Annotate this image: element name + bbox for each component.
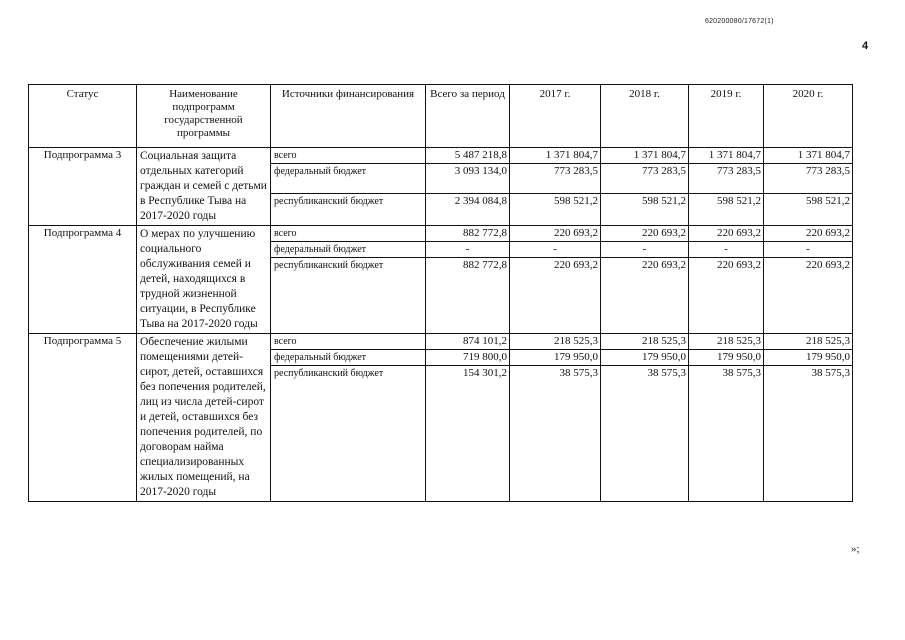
document-id: 620200080/17672(1) xyxy=(705,18,774,25)
value-cell: 874 101,2 xyxy=(426,334,510,350)
value-cell: - xyxy=(601,242,689,258)
value-cell: - xyxy=(689,242,764,258)
funding-source: всего xyxy=(271,148,426,164)
value-cell: 773 283,5 xyxy=(689,164,764,194)
funding-source: всего xyxy=(271,226,426,242)
value-cell: 218 525,3 xyxy=(764,334,853,350)
column-header: 2017 г. xyxy=(510,85,601,148)
column-header: Всего за период xyxy=(426,85,510,148)
value-cell: - xyxy=(764,242,853,258)
value-cell: 598 521,2 xyxy=(764,194,853,226)
funding-source: федеральный бюджет xyxy=(271,164,426,194)
value-cell: 598 521,2 xyxy=(510,194,601,226)
table-header-row xyxy=(29,85,853,148)
funding-source: всего xyxy=(271,334,426,350)
value-cell: 179 950,0 xyxy=(764,350,853,366)
value-cell: 773 283,5 xyxy=(764,164,853,194)
value-cell: 179 950,0 xyxy=(689,350,764,366)
value-cell: 220 693,2 xyxy=(689,258,764,334)
table-row xyxy=(29,148,853,164)
column-header: 2019 г. xyxy=(689,85,764,148)
value-cell: 38 575,3 xyxy=(689,366,764,502)
value-cell: 218 525,3 xyxy=(601,334,689,350)
funding-source: республиканский бюджет xyxy=(271,258,426,334)
funding-table xyxy=(28,84,853,502)
value-cell: 598 521,2 xyxy=(601,194,689,226)
value-cell: - xyxy=(426,242,510,258)
subprogram-name: О мерах по улучшению социального обслуживания семей и детей, находящихся в трудной жизненной ситуации, в Республике Тыва на 2017-2020 годы xyxy=(137,226,271,334)
value-cell: 2 394 084,8 xyxy=(426,194,510,226)
column-header: 2018 г. xyxy=(601,85,689,148)
value-cell: 220 693,2 xyxy=(601,258,689,334)
column-header: Источники финансирования xyxy=(271,85,426,148)
value-cell: 179 950,0 xyxy=(510,350,601,366)
table-row xyxy=(29,226,853,242)
value-cell: 882 772,8 xyxy=(426,258,510,334)
value-cell: 220 693,2 xyxy=(764,226,853,242)
value-cell: 38 575,3 xyxy=(764,366,853,502)
value-cell: 5 487 218,8 xyxy=(426,148,510,164)
value-cell: 719 800,0 xyxy=(426,350,510,366)
value-cell: 1 371 804,7 xyxy=(689,148,764,164)
column-header: 2020 г. xyxy=(764,85,853,148)
status-cell: Подпрограмма 5 xyxy=(29,334,137,502)
value-cell: 882 772,8 xyxy=(426,226,510,242)
value-cell: 1 371 804,7 xyxy=(764,148,853,164)
value-cell: 220 693,2 xyxy=(764,258,853,334)
value-cell: 218 525,3 xyxy=(689,334,764,350)
funding-source: федеральный бюджет xyxy=(271,242,426,258)
value-cell: 3 093 134,0 xyxy=(426,164,510,194)
status-cell: Подпрограмма 4 xyxy=(29,226,137,334)
subprogram-name: Обеспечение жилыми помещениями детей-сирот, детей, оставшихся без попечения родителей, лиц из числа детей-сирот и детей, оставшихся без попечения родителей, по договорам найма специализированных жилых помещений, на 2017-2020 годы xyxy=(137,334,271,502)
value-cell: 220 693,2 xyxy=(689,226,764,242)
value-cell: 220 693,2 xyxy=(601,226,689,242)
value-cell: 38 575,3 xyxy=(510,366,601,502)
table-row xyxy=(29,334,853,350)
value-cell: 179 950,0 xyxy=(601,350,689,366)
value-cell: 1 371 804,7 xyxy=(510,148,601,164)
value-cell: 220 693,2 xyxy=(510,226,601,242)
value-cell: 773 283,5 xyxy=(601,164,689,194)
value-cell: 1 371 804,7 xyxy=(601,148,689,164)
value-cell: 598 521,2 xyxy=(689,194,764,226)
column-header: Наименование подпрограмм государственной программы xyxy=(137,85,271,148)
value-cell: - xyxy=(510,242,601,258)
status-cell: Подпрограмма 3 xyxy=(29,148,137,226)
value-cell: 38 575,3 xyxy=(601,366,689,502)
page-number: 4 xyxy=(862,40,869,52)
value-cell: 220 693,2 xyxy=(510,258,601,334)
funding-source: федеральный бюджет xyxy=(271,350,426,366)
closing-quote-mark: »; xyxy=(851,543,860,555)
funding-source: республиканский бюджет xyxy=(271,194,426,226)
funding-source: республиканский бюджет xyxy=(271,366,426,502)
value-cell: 218 525,3 xyxy=(510,334,601,350)
subprogram-name: Социальная защита отдельных категорий граждан и семей с детьми в Республике Тыва на 2017-2020 годы xyxy=(137,148,271,226)
value-cell: 154 301,2 xyxy=(426,366,510,502)
column-header: Статус xyxy=(29,85,137,148)
value-cell: 773 283,5 xyxy=(510,164,601,194)
